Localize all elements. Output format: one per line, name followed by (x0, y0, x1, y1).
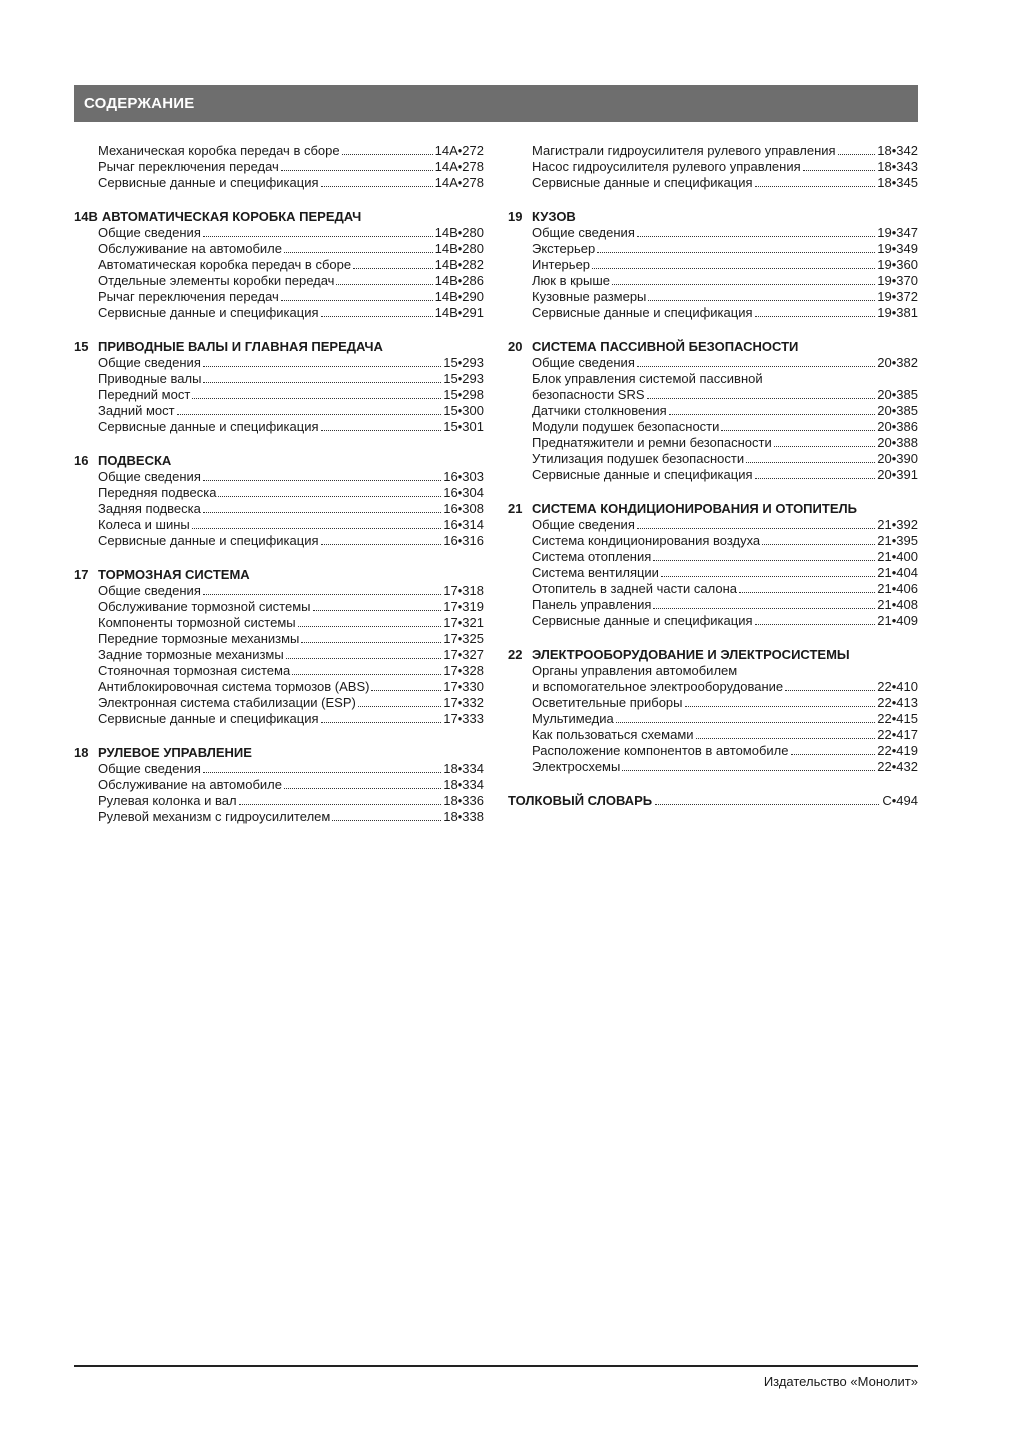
section-number: 16 (74, 453, 89, 468)
toc-entry[interactable] (74, 143, 484, 159)
dot-leader (358, 695, 441, 707)
toc-entry[interactable]: Общие сведения 20•382 (532, 355, 918, 370)
section-number: 14B (74, 209, 98, 224)
dot-leader (203, 371, 441, 383)
dot-leader (203, 469, 441, 481)
dot-leader (301, 631, 441, 643)
dot-leader (597, 241, 875, 253)
toc-entry[interactable] (508, 143, 918, 159)
dot-leader (342, 143, 433, 155)
entry-title: Модули подушек безопасности (532, 419, 720, 434)
toc-entry[interactable] (74, 175, 484, 191)
toc-entry[interactable] (74, 809, 484, 825)
toc-entry[interactable] (74, 371, 484, 387)
entry-page: 15•301 (443, 419, 484, 434)
entry-page: 16•316 (443, 533, 484, 548)
dot-leader (661, 565, 875, 577)
entry-title: Автоматическая коробка передач в сборе (98, 257, 352, 272)
toc-entry[interactable] (508, 225, 918, 241)
toc-entry[interactable] (508, 581, 918, 597)
entry-page: 17•332 (443, 695, 484, 710)
toc-entry[interactable] (74, 403, 484, 419)
dot-leader (192, 517, 442, 529)
entry-page: 17•328 (443, 663, 484, 678)
section-heading[interactable] (74, 567, 484, 583)
entry-page: 15•298 (443, 387, 484, 402)
dot-leader (696, 727, 876, 739)
entry-title: Насос гидроусилителя рулевого управления (532, 159, 801, 174)
toc-entry[interactable] (508, 467, 918, 483)
dot-leader (685, 695, 876, 707)
entry-page: 16•303 (443, 469, 484, 484)
entry-title: Отдельные элементы коробки передач (98, 273, 335, 288)
entry-title: Сервисные данные и спецификация (532, 613, 753, 628)
dot-leader (616, 711, 876, 723)
dot-leader (321, 711, 442, 723)
toc-entry[interactable] (508, 613, 918, 629)
toc-entry-line[interactable]: Органы управления автомобилем (532, 663, 738, 678)
entry-title: Задняя подвеска (98, 501, 201, 516)
toc-entry[interactable] (508, 241, 918, 257)
entry-page: 18•334 (443, 777, 484, 792)
section-title: РУЛЕВОЕ УПРАВЛЕНИЕ (98, 745, 252, 760)
toc-left-column (74, 143, 484, 843)
footer-rule (74, 1365, 918, 1367)
entry-page: 19•370 (877, 273, 918, 288)
section-number: 15 (74, 339, 89, 354)
toc-entry[interactable] (74, 711, 484, 727)
dot-leader (321, 419, 442, 431)
toc-entry[interactable] (74, 419, 484, 435)
entry-title: Общие сведения (98, 469, 201, 484)
dot-leader (313, 599, 442, 611)
footer-publisher: Издательство «Монолит» (763, 1374, 918, 1389)
section-title: ЭЛЕКТРООБОРУДОВАНИЕ И ЭЛЕКТРОСИСТЕМЫ (532, 647, 850, 662)
glossary-page: С•494 (882, 793, 918, 808)
entry-title: Датчики столкновения (532, 403, 667, 418)
entry-title: Сервисные данные и спецификация (98, 305, 319, 320)
entry-title: Сервисные данные и спецификация (98, 175, 319, 190)
entry-title: Общие сведения (532, 517, 635, 532)
dot-leader (739, 581, 875, 593)
toc-entry[interactable] (508, 695, 918, 711)
toc-entry[interactable] (74, 225, 484, 241)
entry-title: Задний мост (98, 403, 175, 418)
section-title: ТОРМОЗНАЯ СИСТЕМА (98, 567, 250, 582)
entry-title: Колеса и шины (98, 517, 190, 532)
entry-title: Рулевой механизм с гидроусилителем (98, 809, 331, 824)
dot-leader (612, 273, 875, 285)
entry-page: 22•413 (877, 695, 918, 710)
toc-glossary-entry[interactable] (508, 793, 918, 809)
entry-title: Утилизация подушек безопасности (532, 451, 745, 466)
dot-leader (648, 289, 875, 301)
entry-title: Механическая коробка передач в сборе (98, 143, 340, 158)
entry-title: Сервисные данные и спецификация (532, 467, 753, 482)
entry-page: 14B•280 (434, 225, 484, 240)
toc-section-18 (74, 745, 484, 825)
dot-leader (653, 549, 875, 561)
dot-leader (755, 305, 876, 317)
dot-leader (321, 533, 442, 545)
toc-section-21 (508, 501, 918, 629)
entry-page: 14A•272 (434, 143, 484, 158)
dot-leader (239, 793, 442, 805)
section-heading[interactable] (74, 209, 484, 225)
dot-leader (203, 583, 441, 595)
toc-entry[interactable] (74, 615, 484, 631)
toc-entry[interactable] (74, 761, 484, 777)
toc-section-22 (508, 647, 918, 775)
entry-page: 14A•278 (434, 175, 484, 190)
entry-page: 21•400 (877, 549, 918, 564)
dot-leader (336, 273, 432, 285)
entry-title: Панель управления (532, 597, 652, 612)
entry-title: Экстерьер (532, 241, 596, 256)
section-title: КУЗОВ (532, 209, 576, 224)
toc-section-17 (74, 567, 484, 727)
header-bar (74, 85, 918, 122)
section-number: 21 (508, 501, 523, 516)
entry-title: Система отопления (532, 549, 652, 564)
toc-entry[interactable] (508, 743, 918, 759)
entry-page: 17•321 (443, 615, 484, 630)
entry-title: Задние тормозные механизмы (98, 647, 284, 662)
entry-page: 19•360 (877, 257, 918, 272)
section-number: 17 (74, 567, 89, 582)
dot-leader (203, 761, 441, 773)
toc-entry[interactable] (74, 533, 484, 549)
dot-leader (203, 225, 433, 237)
toc-entry[interactable] (74, 647, 484, 663)
entry-title: Система кондиционирования воздуха (532, 533, 761, 548)
toc-entry[interactable] (74, 583, 484, 599)
entry-title: Магистрали гидроусилителя рулевого управления (532, 143, 836, 158)
entry-page: 20•385 (877, 403, 918, 418)
entry-title: Сервисные данные и спецификация (98, 533, 319, 548)
toc-entry[interactable] (508, 451, 918, 467)
toc-section-15 (74, 339, 484, 435)
dot-leader (762, 533, 875, 545)
dot-leader (721, 419, 875, 431)
entry-page: 14B•291 (434, 305, 484, 320)
entry-title: Компоненты тормозной системы (98, 615, 296, 630)
entry-page: 16•304 (443, 485, 484, 500)
toc-entry[interactable] (74, 777, 484, 793)
toc-entry[interactable]: и вспомогательное электрооборудование 22•410 (532, 679, 918, 694)
dot-leader (284, 777, 441, 789)
entry-title: Мультимедиа (532, 711, 614, 726)
entry-page: 19•349 (877, 241, 918, 256)
dot-leader (755, 613, 876, 625)
entry-page: 15•300 (443, 403, 484, 418)
toc-entry[interactable] (74, 695, 484, 711)
entry-page: 18•336 (443, 793, 484, 808)
toc-entry[interactable] (74, 305, 484, 321)
entry-title: Осветительные приборы (532, 695, 683, 710)
dot-leader (281, 289, 433, 301)
toc-entry-line[interactable]: Блок управления системой пассивной (532, 371, 763, 386)
toc-entry[interactable] (508, 435, 918, 451)
entry-title: Общие сведения (98, 761, 201, 776)
entry-page: 20•388 (877, 435, 918, 450)
section-heading[interactable] (508, 501, 918, 517)
entry-page: 22•432 (877, 759, 918, 774)
dot-leader (755, 175, 876, 187)
entry-title: Обслуживание на автомобиле (98, 777, 282, 792)
section-number: 18 (74, 745, 89, 760)
entry-page: 14B•280 (434, 241, 484, 256)
dot-leader (746, 451, 875, 463)
entry-title: Обслуживание тормозной системы (98, 599, 311, 614)
section-heading[interactable] (508, 209, 918, 225)
section-number: 19 (508, 209, 523, 224)
toc-entry[interactable] (74, 517, 484, 533)
entry-page: 22•417 (877, 727, 918, 742)
entry-page: 20•386 (877, 419, 918, 434)
entry-page: 18•338 (443, 809, 484, 824)
entry-title: Сервисные данные и спецификация (532, 305, 753, 320)
toc-entry[interactable] (74, 485, 484, 501)
entry-page: 14B•290 (434, 289, 484, 304)
entry-page: 17•330 (443, 679, 484, 694)
dot-leader (791, 743, 876, 755)
entry-title: Интерьер (532, 257, 591, 272)
section-heading[interactable] (508, 339, 918, 355)
glossary-title: ТОЛКОВЫЙ СЛОВАРЬ (508, 793, 653, 808)
dot-leader (281, 159, 433, 171)
entry-title: Антиблокировочная система тормозов (ABS) (98, 679, 370, 694)
entry-page: 16•314 (443, 517, 484, 532)
section-title: АВТОМАТИЧЕСКАЯ КОРОБКА ПЕРЕДАЧ (101, 209, 362, 224)
entry-page: 17•333 (443, 711, 484, 726)
entry-title: Рулевая колонка и вал (98, 793, 237, 808)
section-heading[interactable] (508, 647, 918, 663)
section-title: СИСТЕМА ПАССИВНОЙ БЕЗОПАСНОСТИ (532, 339, 799, 354)
toc-entry[interactable] (74, 501, 484, 517)
dot-leader (192, 387, 441, 399)
entry-title: Обслуживание на автомобиле (98, 241, 282, 256)
entry-title: Электронная система стабилизации (ESP) (98, 695, 356, 710)
entry-page: 20•390 (877, 451, 918, 466)
entry-title: Общие сведения (98, 225, 201, 240)
toc-entry[interactable] (74, 599, 484, 615)
toc-entry[interactable] (508, 159, 918, 175)
toc-section-19 (508, 209, 918, 321)
toc-entry[interactable] (508, 257, 918, 273)
entry-title: Сервисные данные и спецификация (532, 175, 753, 190)
toc-entry[interactable] (508, 533, 918, 549)
toc-entry[interactable] (508, 759, 918, 775)
entry-page: 21•395 (877, 533, 918, 548)
entry-page: 18•345 (877, 175, 918, 190)
entry-page: 17•318 (443, 583, 484, 598)
entry-page: 19•372 (877, 289, 918, 304)
section-number: 20 (508, 339, 523, 354)
toc-entry[interactable] (508, 403, 918, 419)
section-title: ПРИВОДНЫЕ ВАЛЫ И ГЛАВНАЯ ПЕРЕДАЧА (98, 339, 383, 354)
entry-page: 18•334 (443, 761, 484, 776)
dot-leader (298, 615, 442, 627)
dot-leader (177, 403, 442, 415)
toc-entry[interactable] (74, 241, 484, 257)
entry-page: 21•404 (877, 565, 918, 580)
dot-leader (321, 305, 433, 317)
dot-leader (637, 225, 875, 237)
dot-leader (637, 517, 875, 529)
section-title: СИСТЕМА КОНДИЦИОНИРОВАНИЯ И ОТОПИТЕЛЬ (532, 501, 857, 516)
entry-title: Общие сведения (98, 355, 201, 370)
toc-entry[interactable] (74, 387, 484, 403)
entry-title: Общие сведения (98, 583, 201, 598)
entry-page: 21•406 (877, 581, 918, 596)
toc-entry[interactable] (74, 679, 484, 695)
entry-title: Передний мост (98, 387, 191, 402)
entry-page: 21•409 (877, 613, 918, 628)
toc-entry[interactable] (508, 549, 918, 565)
entry-title: Общие сведения (532, 225, 635, 240)
entry-page: 15•293 (443, 371, 484, 386)
entry-title: Преднатяжители и ремни безопасности (532, 435, 772, 450)
toc-continued-18 (508, 143, 918, 191)
dot-leader (774, 435, 876, 447)
toc-entry[interactable] (508, 727, 918, 743)
section-title: ПОДВЕСКА (98, 453, 172, 468)
dot-leader (286, 647, 442, 659)
dot-leader (353, 257, 433, 269)
entry-page: 19•381 (877, 305, 918, 320)
dot-leader (284, 241, 433, 253)
entry-page: 21•392 (877, 517, 918, 532)
section-number: 22 (508, 647, 523, 662)
entry-page: 15•293 (443, 355, 484, 370)
toc-entry[interactable] (74, 159, 484, 175)
entry-page: 17•319 (443, 599, 484, 614)
dot-leader (755, 467, 876, 479)
toc-entry[interactable] (508, 597, 918, 613)
entry-page: 17•325 (443, 631, 484, 646)
toc-entry[interactable] (508, 419, 918, 435)
toc-entry[interactable]: безопасности SRS 20•385 (532, 387, 918, 402)
entry-page: 14B•286 (434, 273, 484, 288)
dot-leader (292, 663, 441, 675)
dot-leader (203, 355, 441, 367)
section-heading[interactable] (74, 453, 484, 469)
entry-page: 22•415 (877, 711, 918, 726)
toc-entry[interactable] (508, 289, 918, 305)
toc-entry[interactable] (74, 631, 484, 647)
toc-entry[interactable] (74, 257, 484, 273)
toc-entry[interactable] (74, 793, 484, 809)
toc-entry[interactable] (508, 565, 918, 581)
toc-entry[interactable] (74, 273, 484, 289)
entry-title: Сервисные данные и спецификация (98, 711, 319, 726)
entry-page: 16•308 (443, 501, 484, 516)
dot-leader (592, 257, 875, 269)
dot-leader (218, 485, 441, 497)
dot-leader (332, 809, 441, 821)
entry-page: 22•419 (877, 743, 918, 758)
entry-page: 20•391 (877, 467, 918, 482)
toc-entry[interactable] (74, 663, 484, 679)
dot-leader (803, 159, 876, 171)
dot-leader (653, 597, 875, 609)
entry-title: Кузовные размеры (532, 289, 647, 304)
section-heading[interactable] (74, 339, 484, 355)
entry-page: 18•342 (877, 143, 918, 158)
entry-title: Расположение компонентов в автомобиле (532, 743, 789, 758)
entry-title: Отопитель в задней части салона (532, 581, 738, 596)
entry-title: Люк в крыше (532, 273, 611, 288)
section-heading[interactable] (74, 745, 484, 761)
entry-page: 18•343 (877, 159, 918, 174)
entry-title: Сервисные данные и спецификация (98, 419, 319, 434)
entry-title: Электросхемы (532, 759, 621, 774)
entry-page: 21•408 (877, 597, 918, 612)
entry-page: 19•347 (877, 225, 918, 240)
entry-title: Система вентиляции (532, 565, 659, 580)
toc-entry[interactable] (508, 517, 918, 533)
toc-entry[interactable] (74, 289, 484, 305)
entry-page: 17•327 (443, 647, 484, 662)
entry-title: Рычаг переключения передач (98, 159, 279, 174)
toc-entry[interactable] (508, 305, 918, 321)
dot-leader (203, 501, 441, 513)
page-title: СОДЕРЖАНИЕ (84, 95, 195, 112)
toc-continued-14a (74, 143, 484, 191)
toc-entry[interactable] (74, 355, 484, 371)
entry-page: 14B•282 (434, 257, 484, 272)
entry-title: Рычаг переключения передач (98, 289, 279, 304)
toc-entry[interactable] (508, 711, 918, 727)
toc-section-14b (74, 209, 484, 321)
dot-leader (669, 403, 876, 415)
dot-leader (371, 679, 441, 691)
toc-section-16 (74, 453, 484, 549)
entry-page: 14A•278 (434, 159, 484, 174)
toc-entry[interactable] (74, 469, 484, 485)
entry-title: Приводные валы (98, 371, 202, 386)
entry-title: Стояночная тормозная система (98, 663, 291, 678)
entry-title: Передние тормозные механизмы (98, 631, 300, 646)
dot-leader (622, 759, 875, 771)
dot-leader (321, 175, 433, 187)
toc-right-column (508, 143, 918, 809)
dot-leader (838, 143, 876, 155)
toc-section-20 (508, 339, 918, 483)
toc-entry[interactable] (508, 273, 918, 289)
entry-title: Как пользоваться схемами (532, 727, 694, 742)
toc-entry[interactable] (508, 175, 918, 191)
entry-title: Передняя подвеска (98, 485, 217, 500)
